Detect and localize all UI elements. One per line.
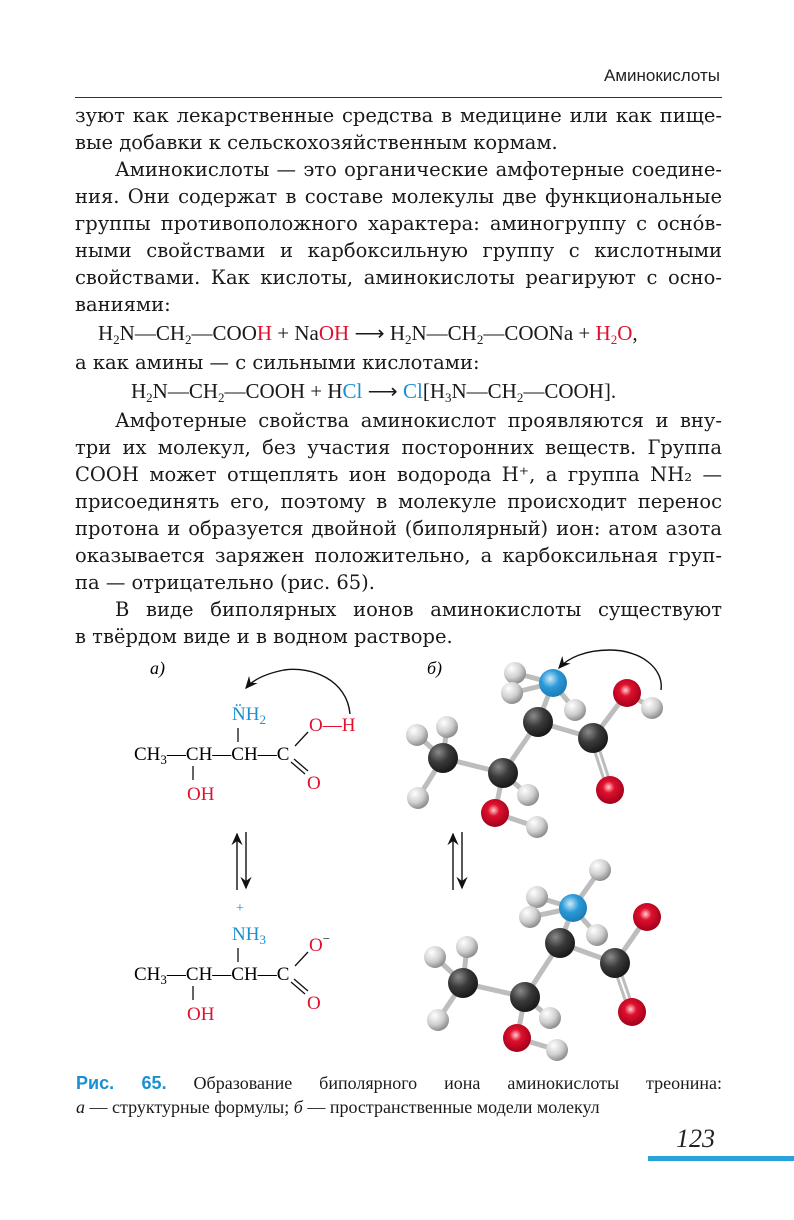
positive-charge: +: [236, 901, 244, 916]
label-a: а): [150, 658, 165, 678]
text-line: оказывается заряжен положительно, а карбоксильная груп-: [75, 544, 722, 567]
text-line: ния. Они содержат в составе молекулы две функциональные: [75, 185, 722, 208]
nitrogen-atom: [539, 669, 567, 697]
text-line: свойствами. Как кислоты, аминокислоты реагируют с осно-: [75, 266, 722, 289]
hydrogen-atom: [436, 716, 458, 738]
hydroxyl-of-carboxyl: O—H: [309, 715, 356, 736]
carbon-atom: [523, 707, 553, 737]
hydrogen-atom: [526, 816, 548, 838]
figure-caption: Рис. 65. Образование биполярного иона аминокислоты треонина: а — структурные формулы; б — пространственные модели молекул: [76, 1073, 723, 1117]
hydrogen-atom: [427, 1009, 449, 1031]
carbon-atom: [488, 758, 518, 788]
carbon-atom: [510, 982, 540, 1012]
text-line: три их молекул, без участия посторонних веществ. Группа: [75, 436, 722, 459]
text-line: па — отрицательно (рис. 65).: [75, 571, 375, 594]
oxygen-atom: [503, 1024, 531, 1052]
amino-group: $N̈H_2$: [232, 704, 266, 727]
ball-stick-model-zwitterion: [424, 859, 661, 1061]
carbon-atom: [448, 968, 478, 998]
hydrogen-atom: [589, 859, 611, 881]
carbon-atom: [600, 948, 630, 978]
hydrogen-atom: [456, 936, 478, 958]
text-line: зуют как лекарственные средства в медицине или как пище-: [75, 104, 722, 127]
equation-naoh: $H_2N—CH_2—COOH$ + NaOH ⟶ $H_2N—CH_2—COONa + H_2O$,: [98, 321, 638, 347]
text-line: протона и образуется двойной (биполярный) ион: атом азота: [75, 517, 722, 540]
hydrogen-atom: [407, 787, 429, 809]
oxygen-atom: [633, 903, 661, 931]
oxygen-atom: [596, 776, 624, 804]
proton-transfer-arrow: [246, 669, 350, 714]
carbon-chain: $CH_3—CH—CH—C$: [134, 964, 290, 987]
page-number: 123: [676, 1124, 715, 1153]
text-line: а как амины — с сильными кислотами:: [75, 351, 480, 374]
hydrogen-atom: [406, 724, 428, 746]
text-line: В виде биполярных ионов аминокислоты существуют: [115, 598, 722, 621]
hydrogen-atom: [519, 906, 541, 928]
hydrogen-atom: [504, 662, 526, 684]
caption-label: Рис. 65.: [76, 1073, 167, 1093]
text-line: COOH может отщеплять ион водорода H⁺, а группа NH₂ —: [75, 463, 722, 486]
page-number-bar: [648, 1156, 794, 1161]
hydrogen-atom: [641, 697, 663, 719]
structural-formula-zwitterion: [134, 901, 330, 1025]
hydrogen-atom: [546, 1039, 568, 1061]
hydrogen-atom: [586, 924, 608, 946]
hydrogen-atom: [526, 886, 548, 908]
ammonium-group: $NH_3$: [232, 924, 266, 947]
carbon-atom: [545, 928, 575, 958]
text-line: Амфотерные свойства аминокислот проявляются и вну-: [115, 409, 722, 432]
text-line: Аминокислоты — это органические амфотерные соедине-: [115, 158, 722, 181]
ball-stick-model-neutral: [406, 662, 663, 838]
oxygen-atom: [618, 998, 646, 1026]
carbon-atom: [578, 723, 608, 753]
carbon-atom: [428, 743, 458, 773]
equilibrium-arrows-a: [237, 832, 246, 890]
equilibrium-arrows-b: [453, 832, 462, 890]
side-chain-hydroxyl: OH: [187, 784, 215, 805]
nitrogen-atom: [559, 894, 587, 922]
hydrogen-atom: [501, 682, 523, 704]
structural-formula-neutral: [134, 669, 356, 805]
hydrogen-atom: [517, 784, 539, 806]
text-line: присоединять его, поэтому в молекуле происходит перенос: [75, 490, 722, 513]
oxygen-atom: [481, 799, 509, 827]
proton-transfer-arrow-3d: [559, 650, 661, 690]
carboxylate-oxygen: O−: [309, 931, 331, 956]
text-line: ваниями:: [75, 293, 171, 316]
side-chain-hydroxyl: OH: [187, 1004, 215, 1025]
carbonyl-oxygen: O: [307, 993, 321, 1014]
label-b: б): [427, 658, 443, 678]
text-line: группы противоположного характера: аминогруппу с осно́в-: [75, 212, 722, 235]
hydrogen-atom: [539, 1007, 561, 1029]
running-header: Аминокислоты: [604, 66, 720, 85]
oxygen-atom: [613, 679, 641, 707]
text-line: вые добавки к сельскохозяйственным кормам.: [75, 131, 558, 154]
text-line: ными свойствами и карбоксильную группу с кислотными: [75, 239, 722, 262]
carbon-chain: $CH_3—CH—CH—C$: [134, 744, 290, 767]
hydrogen-atom: [424, 946, 446, 968]
carbonyl-oxygen: O: [307, 773, 321, 794]
hydrogen-atom: [564, 699, 586, 721]
text-line: в твёрдом виде и в водном растворе.: [75, 625, 453, 648]
equation-hcl: $H_2N—CH_2—COOH$ + HCl ⟶ $Cl[H_3N—CH_2—COOH]$.: [131, 379, 617, 405]
